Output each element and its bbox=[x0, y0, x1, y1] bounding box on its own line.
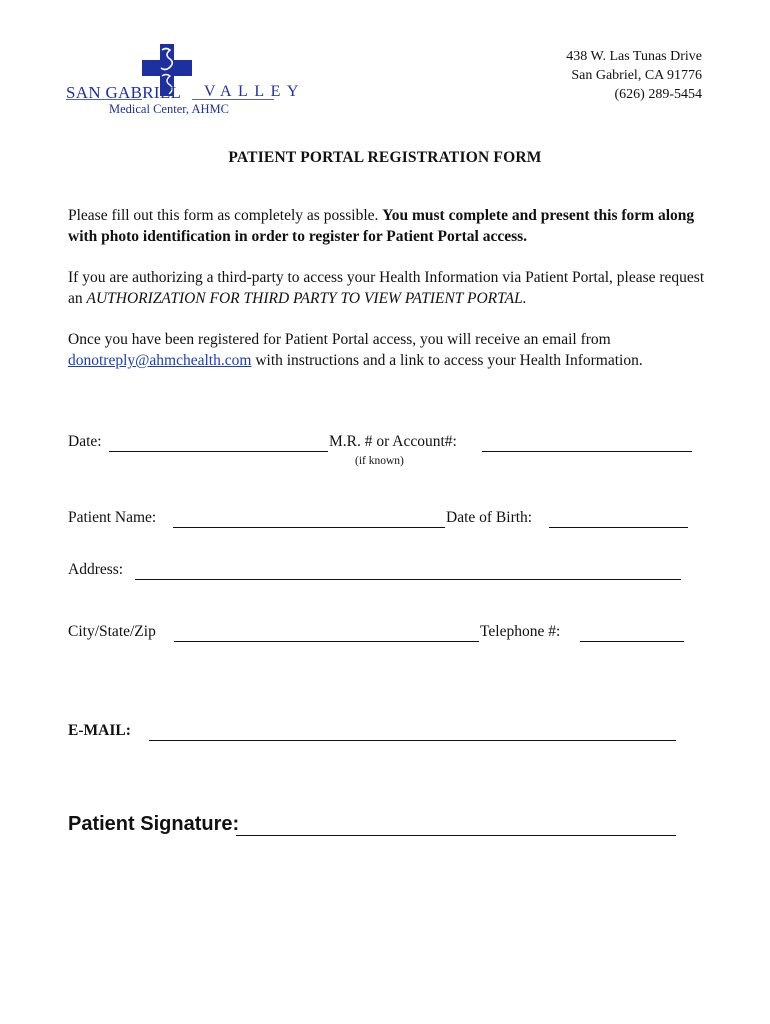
date-input-line[interactable] bbox=[109, 451, 328, 452]
third-party-form-name: AUTHORIZATION FOR THIRD PARTY TO VIEW PATIENT PORTAL. bbox=[86, 290, 527, 307]
logo-name-right: VALLEY bbox=[204, 83, 305, 100]
date-label: Date: bbox=[68, 433, 102, 450]
email-label: E-MAIL: bbox=[68, 722, 131, 739]
account-label: M.R. # or Account#: bbox=[329, 433, 457, 450]
city-state-zip-label: City/State/Zip bbox=[68, 623, 156, 640]
telephone-label: Telephone #: bbox=[480, 623, 561, 640]
address-city: San Gabriel, CA 91776 bbox=[571, 68, 702, 83]
address-input-line[interactable] bbox=[135, 579, 681, 580]
signature-input-line[interactable] bbox=[236, 835, 676, 836]
account-input-line[interactable] bbox=[482, 451, 692, 452]
instructions-text: Please fill out this form as completely as possible. bbox=[68, 207, 383, 224]
address-phone: (626) 289-5454 bbox=[614, 87, 702, 102]
dob-input-line[interactable] bbox=[549, 527, 688, 528]
address-street: 438 W. Las Tunas Drive bbox=[566, 49, 702, 64]
instructions-bold-text: You must complete and present this form along with photo identification in order to register for Patient Portal access. bbox=[68, 207, 695, 245]
third-party-text: If you are authorizing a third-party to access your Health Information via Patient Portal, please request an bbox=[68, 269, 705, 307]
email-notice-text-after: with instructions and a link to access your Health Information. bbox=[251, 352, 643, 369]
dob-label: Date of Birth: bbox=[446, 509, 533, 526]
signature-label: Patient Signature: bbox=[68, 813, 240, 835]
logo-name-left: SAN GABRIEL bbox=[66, 83, 182, 102]
hospital-logo bbox=[66, 40, 305, 120]
city-state-zip-input-line[interactable] bbox=[174, 641, 479, 642]
email-notice-paragraph bbox=[68, 329, 718, 371]
account-hint: (if known) bbox=[355, 455, 404, 467]
hospital-address bbox=[566, 47, 702, 104]
logo-subtitle: Medical Center, AHMC bbox=[109, 102, 229, 116]
third-party-paragraph bbox=[68, 267, 718, 309]
telephone-input-line[interactable] bbox=[580, 641, 684, 642]
address-label: Address: bbox=[68, 561, 124, 578]
patient-name-label: Patient Name: bbox=[68, 509, 157, 526]
email-input-line[interactable] bbox=[149, 740, 676, 741]
noreply-email-link[interactable]: donotreply@ahmchealth.com bbox=[68, 352, 252, 369]
instructions-paragraph bbox=[68, 205, 718, 247]
email-notice-text-before: Once you have been registered for Patient Portal access, you will receive an email from bbox=[68, 331, 611, 348]
form-title: PATIENT PORTAL REGISTRATION FORM bbox=[228, 149, 542, 166]
patient-name-input-line[interactable] bbox=[173, 527, 445, 528]
